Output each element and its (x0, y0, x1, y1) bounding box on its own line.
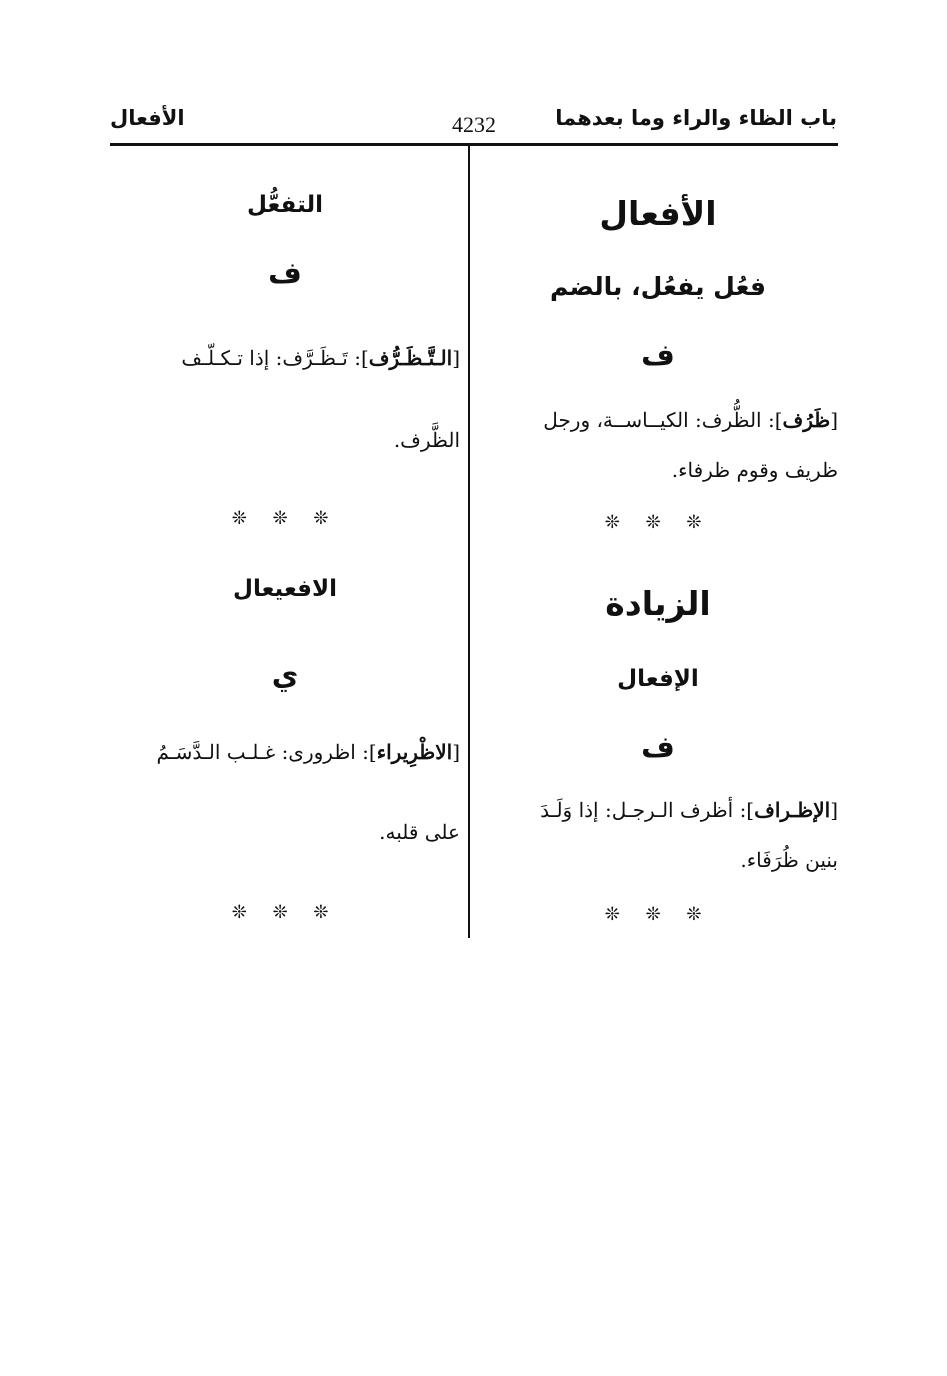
column-divider (468, 146, 470, 938)
entry-text: ]: اظروری: غـلـب الـدَّسَـمُ (156, 740, 377, 764)
entry-keyword: الـتَّـظَـرُّف (368, 346, 453, 370)
header-chapter-title: باب الظاء والراء وما بعدهما (555, 106, 837, 130)
entry-line: الظَّرف. (393, 428, 460, 452)
entry-keyword: ظَرُف (782, 408, 831, 432)
sub-heading: الإفعال (617, 666, 699, 692)
header-section-title: الأفعال (110, 106, 185, 130)
entry-line (478, 798, 838, 822)
entry-keyword: الاظْرِيراء (376, 740, 453, 764)
section-separator: ❊ ❊ ❊ (231, 508, 339, 529)
form-heading: التفعُّل (247, 192, 323, 218)
bracket: [ (452, 346, 460, 370)
letter-heading: ف (268, 256, 302, 290)
bracket: [ (830, 408, 838, 432)
letter-heading: ف (641, 338, 675, 372)
section-heading: الزيادة (605, 584, 711, 623)
entry-keyword: الإظـراف (754, 798, 831, 822)
entry-line (478, 408, 838, 432)
letter-heading: ف (641, 730, 675, 764)
page-number: 4232 (452, 112, 496, 137)
form-heading: الافعيعال (232, 576, 338, 602)
letter-heading: ي (271, 658, 299, 692)
main-heading: الأفعال (599, 194, 717, 233)
entry-line (110, 346, 460, 370)
section-separator: ❊ ❊ ❊ (231, 902, 339, 923)
entry-line (110, 740, 460, 764)
section-separator: ❊ ❊ ❊ (604, 512, 712, 533)
section-separator: ❊ ❊ ❊ (604, 904, 712, 925)
entry-line: بنين ظُرَفَاء. (740, 848, 838, 872)
header-rule (110, 143, 838, 146)
entry-text: ]: تَـظَـرَّف: إذا تـكـلّـف (181, 346, 369, 370)
sub-heading: فعُل يفعُل، بالضم (550, 272, 766, 301)
entry-text: ]: الظُّرف: الكيــاســة، ورجل (543, 408, 783, 432)
entry-line: ظريف وقوم ظرفاء. (671, 458, 838, 482)
bracket: [ (830, 798, 838, 822)
entry-line: على قلبه. (379, 820, 460, 844)
bracket: [ (452, 740, 460, 764)
entry-text: ]: أظرف الـرجـل: إذا وَلَـدَ (540, 798, 755, 822)
